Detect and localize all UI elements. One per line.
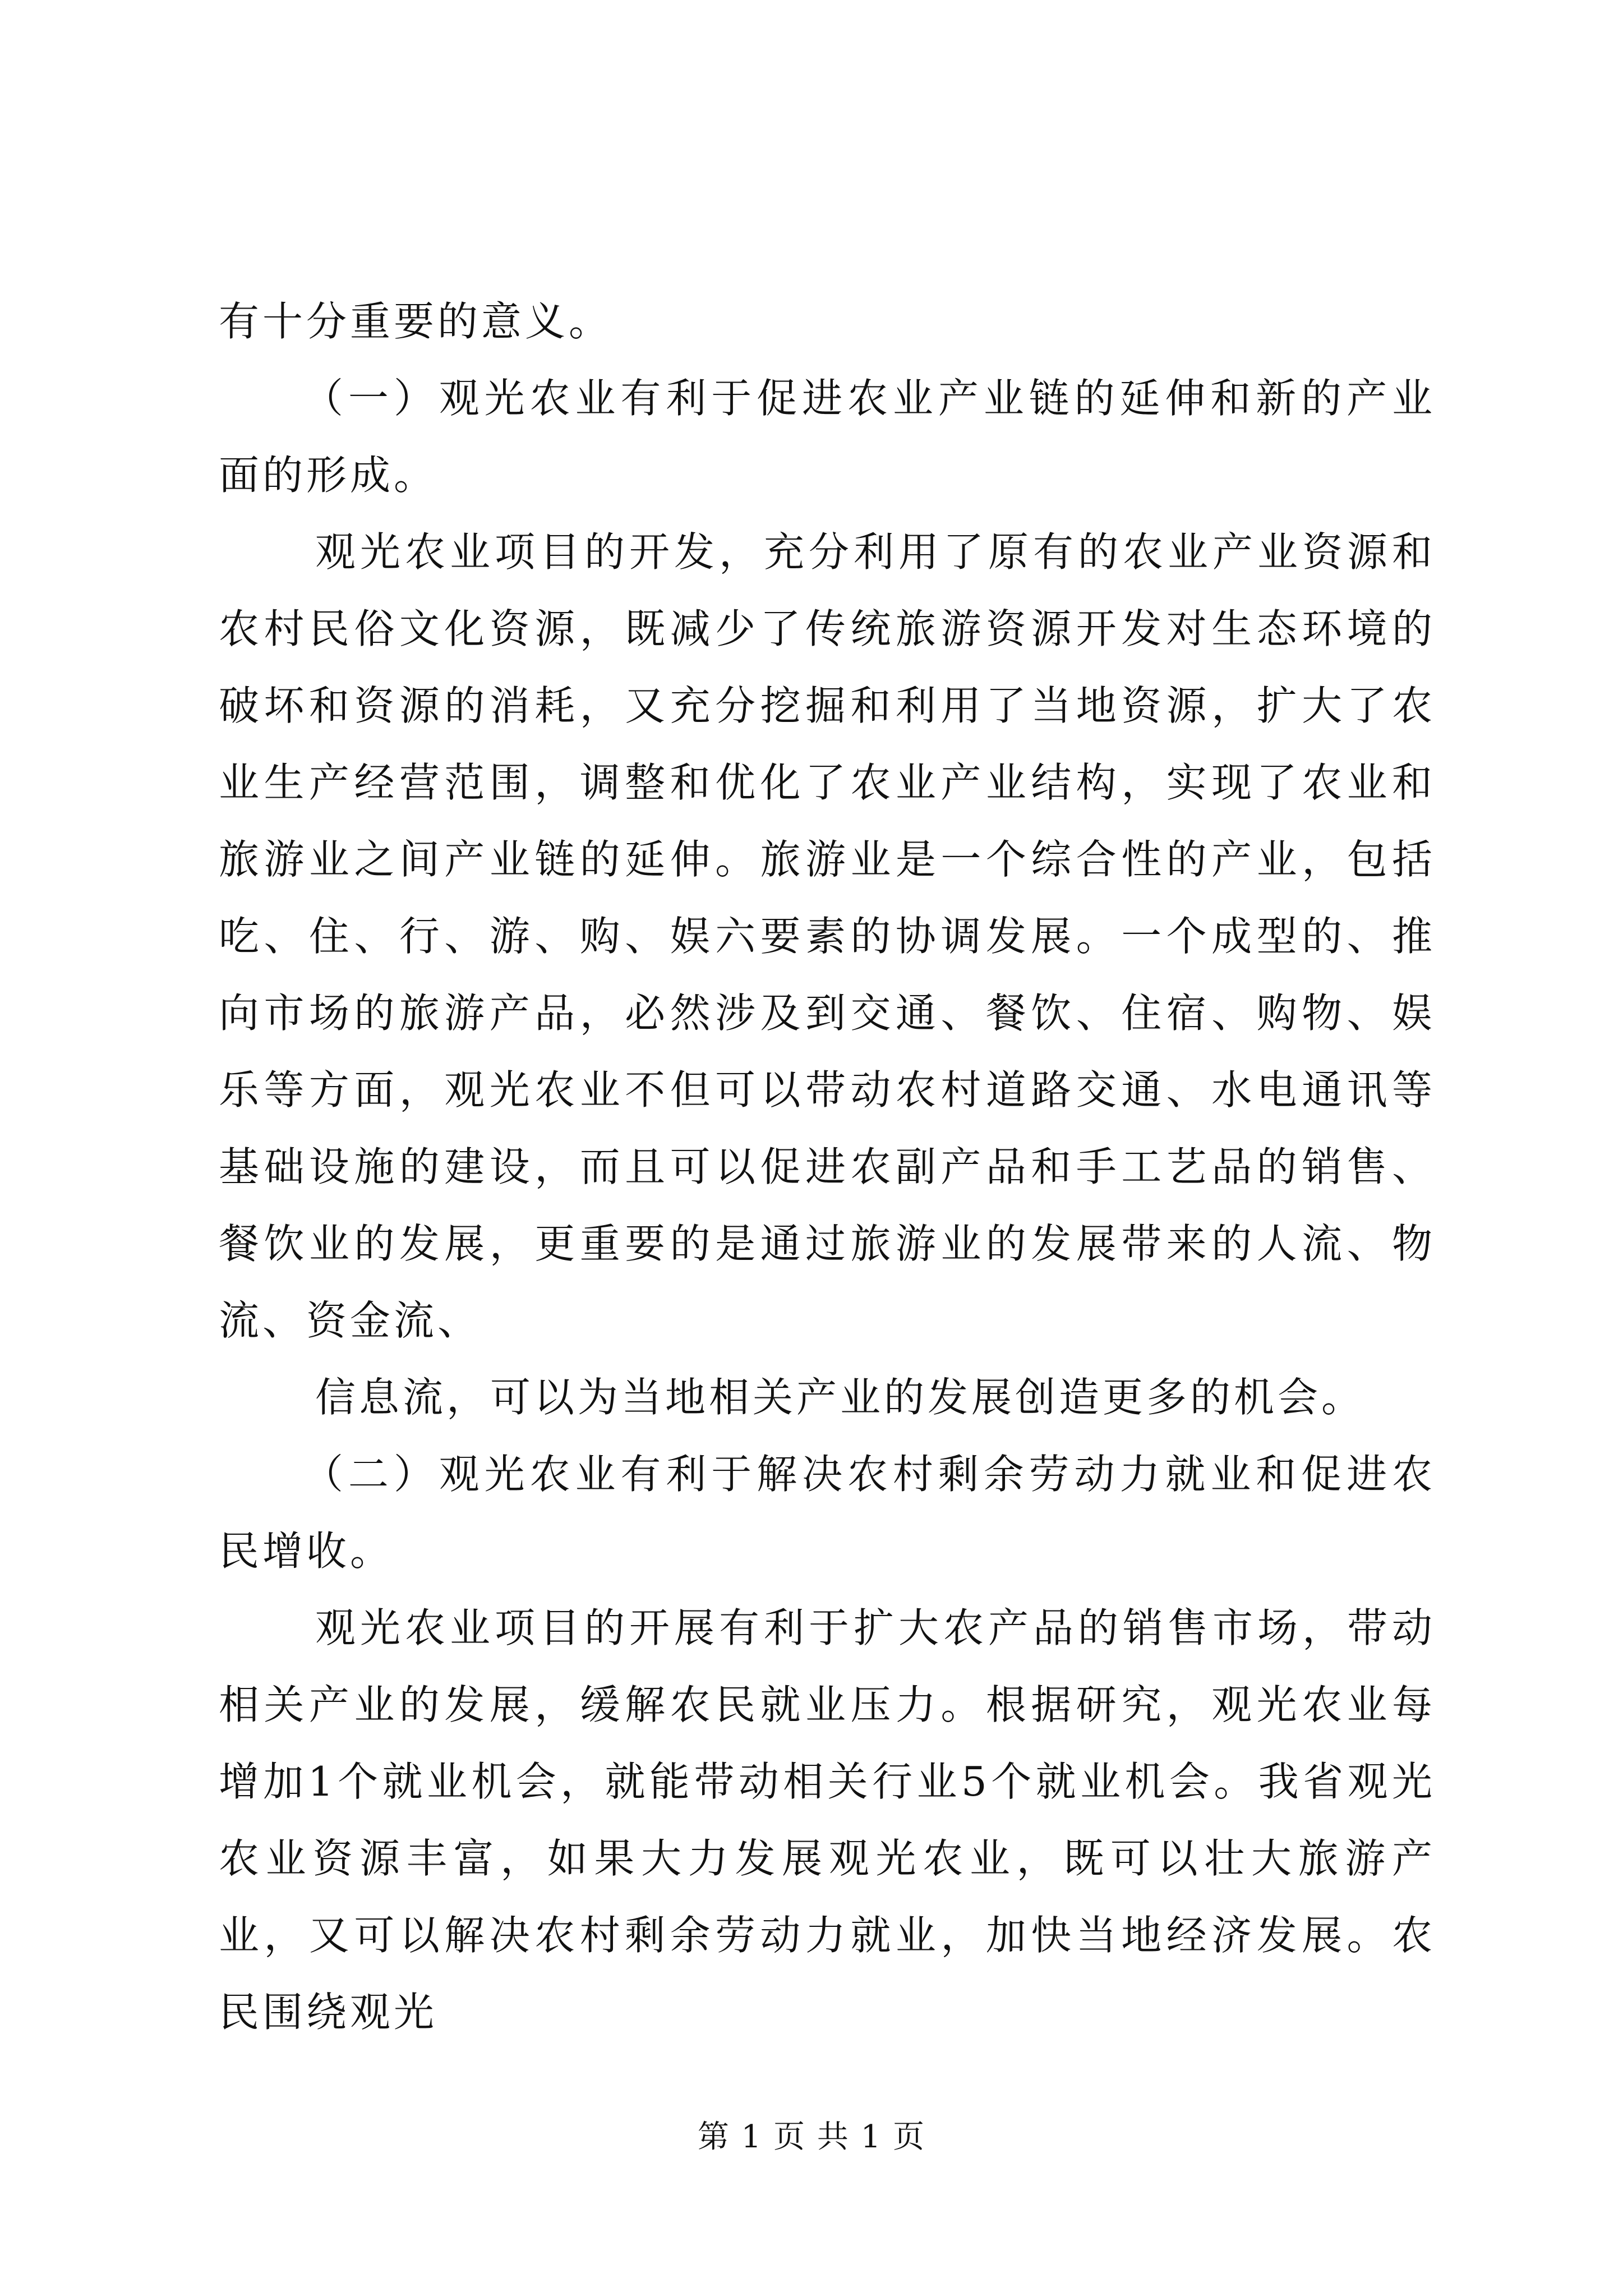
section-heading-1: （一）观光农业有利于促进农业产业链的延伸和新的产业面的形成。 (219, 375, 1436, 499)
section-heading-2: （二）观光农业有利于解决农村剩余劳动力就业和促进农民增收。 (219, 1451, 1436, 1575)
paragraph-body-1: 观光农业项目的开发，充分利用了原有的农业产业资源和农村民俗文化资源，既减少了传统旅游资源开发对生态环境的破坏和资源的消耗，又充分挖掘和利用了当地资源，扩大了农业生产经营范围，调整和优化了农业产业结构，实现了农业和旅游业之间产业链的延伸。旅游业是一个综合性的产业，包括吃、住、行、游、购、娱六要素的协调发展。一个成型的、推向市场的旅游产品，必然涉及到交通、餐饮、住宿、购物、娱乐等方面，观光农业不但可以带动农村道路交通、水电通讯等基础设施的建设，而且可以促进农副产品和手工艺品的销售、餐饮业的发展，更重要的是通过旅游业的发展带来的人流、物流、资金流、 (219, 528, 1436, 1344)
paragraph-continuation: 有十分重要的意义。 (219, 298, 613, 345)
document-body (219, 283, 1436, 2051)
paragraph-body-2: 信息流，可以为当地相关产业的发展创造更多的机会。 (315, 1374, 1366, 1421)
paragraph-body-3: 观光农业项目的开展有利于扩大农产品的销售市场，带动相关产业的发展，缓解农民就业压力。根据研究，观光农业每增加1个就业机会，就能带动相关行业5个就业机会。我省观光农业资源丰富，如果大力发展观光农业，既可以壮大旅游产业，又可以解决农村剩余劳动力就业，加快当地经济发展。农民围绕观光 (219, 1604, 1436, 2036)
page-footer: 第 1 页 共 1 页 (697, 2119, 926, 2155)
